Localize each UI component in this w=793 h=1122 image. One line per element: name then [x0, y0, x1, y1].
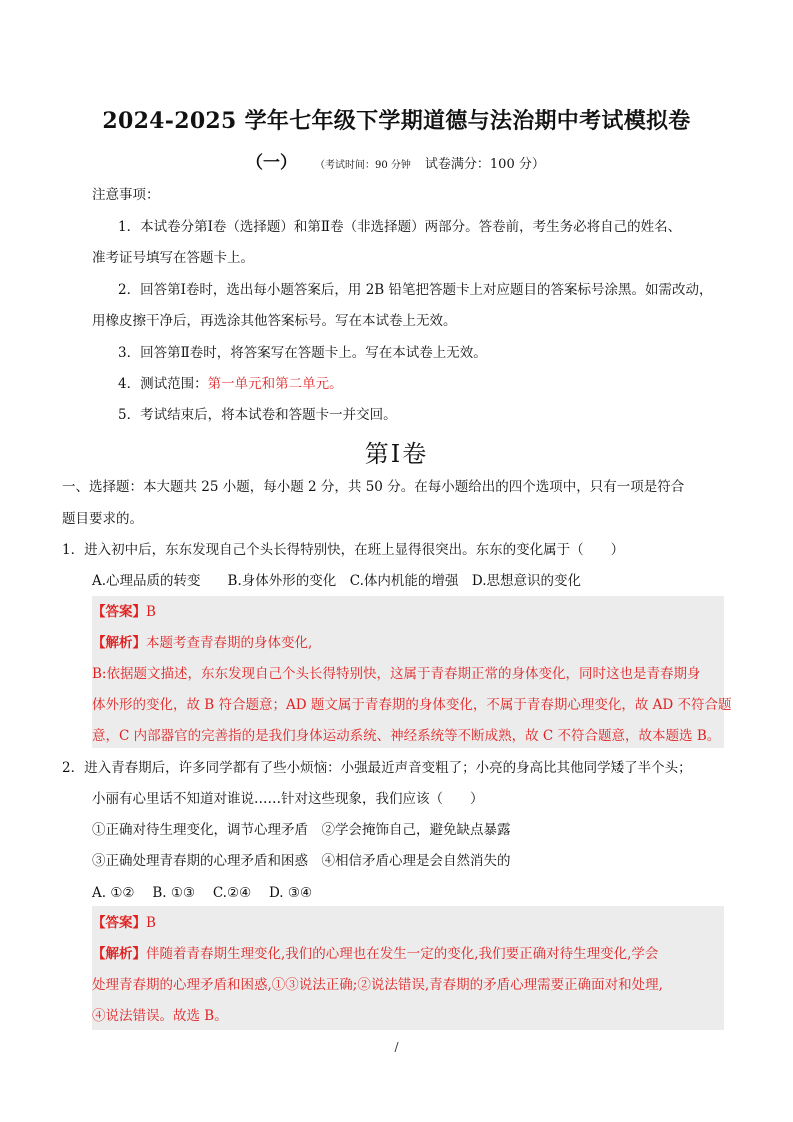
question-stem: 1．进入初中后，东东发现自己个头长得特别快，在班上显得很突出。东东的变化属于（ ） — [62, 542, 625, 558]
analysis-line: 意，C 内部器官的完善指的是我们身体运动系统、神经系统等不断成熟，故 C 不符合题意，故本题选 B。 — [92, 728, 721, 744]
analysis-line — [92, 634, 312, 652]
notes-heading: 注意事项： — [92, 187, 160, 203]
note-line: 准考证号填写在答题卡上。 — [92, 250, 254, 266]
page-footer: / — [394, 1040, 399, 1054]
scope-label: 4．测试范围： — [118, 376, 208, 392]
answer-line — [92, 603, 156, 621]
question-options: A.心理品质的转变 B.身体外形的变化 C.体内机能的增强 D.思想意识的变化 — [92, 573, 582, 589]
answer-tag: 【答案】 — [92, 604, 146, 620]
answer-box — [92, 596, 732, 748]
exam-time: （考试时间：90 分钟 — [315, 160, 411, 171]
note-line: 2．回答第Ⅰ卷时，选出每小题答案后，用 2B 铅笔把答题卡上对应题目的答案标号涂黑。如需改动， — [118, 282, 713, 298]
analysis-line: 体外形的变化，故 B 符合题意；AD 题文属于青春期的身体变化，不属于青春期心理变化，故 AD 不符合题 — [92, 697, 732, 713]
answer-line — [92, 914, 156, 932]
answer-value: B — [146, 604, 156, 620]
note-line: 1．本试卷分第Ⅰ卷（选择题）和第Ⅱ卷（非选择题）两部分。答卷前，考生务必将自己的姓名、 — [118, 219, 682, 235]
answer-value: B — [146, 915, 156, 931]
question-options: ①正确对待生理变化，调节心理矛盾 ②学会掩饰自己，避免缺点暴露 — [92, 822, 511, 838]
exam-score: 试卷满分：100 分） — [424, 157, 545, 172]
scope-value: 第一单元和第二单元。 — [207, 376, 343, 392]
paper-number: （一） — [246, 153, 297, 173]
note-line: 3．回答第Ⅱ卷时，将答案写在答题卡上。写在本试卷上无效。 — [118, 345, 487, 361]
analysis-text: 本题考查青春期的身体变化, — [146, 635, 313, 651]
analysis-line: B:依据题文描述，东东发现自己个头长得特别快，这属于青春期正常的身体变化，同时这也是青春期身 — [92, 666, 701, 682]
note-line: 用橡皮擦干净后，再选涂其他答案标号。写在本试卷上无效。 — [92, 313, 457, 329]
analysis-tag: 【解析】 — [92, 635, 146, 651]
question-options: ③正确处理青春期的心理矛盾和困惑 ④相信矛盾心理是会自然消失的 — [92, 853, 511, 869]
analysis-line — [92, 945, 658, 963]
analysis-line: 处理青春期的心理矛盾和困惑,①③说法正确;②说法错误,青春期的矛盾心理需要正确面对和处理, — [92, 977, 663, 993]
section-intro: 题目要求的。 — [62, 511, 143, 527]
note-scope — [118, 375, 343, 393]
question-stem: 2．进入青春期后，许多同学都有了些小烦恼：小强最近声音变粗了；小亮的身高比其他同学矮了半个头； — [62, 760, 692, 776]
subtitle-row — [246, 148, 545, 172]
page-title: 2024-2025 学年七年级下学期道德与法治期中考试模拟卷 — [102, 108, 691, 134]
section-title: 第Ⅰ卷 — [364, 440, 429, 468]
analysis-text: 伴随着青春期生理变化,我们的心理也在发生一定的变化,我们要正确对待生理变化,学会 — [146, 946, 659, 962]
analysis-tag: 【解析】 — [92, 946, 146, 962]
section-intro: 一、选择题：本大题共 25 小题，每小题 2 分，共 50 分。在每小题给出的四个选项中，只有一项是符合 — [62, 479, 685, 495]
answer-tag: 【答案】 — [92, 915, 146, 931]
note-line: 5．考试结束后，将本试卷和答题卡一并交回。 — [118, 407, 397, 423]
analysis-line: ④说法错误。故选 B。 — [92, 1008, 228, 1024]
question-options: A. ①② B. ①③ C.②④ D. ③④ — [92, 885, 313, 901]
question-stem: 小丽有心里话不知道对谁说……针对这些现象，我们应该（ ） — [92, 791, 484, 807]
answer-box — [92, 906, 724, 1030]
